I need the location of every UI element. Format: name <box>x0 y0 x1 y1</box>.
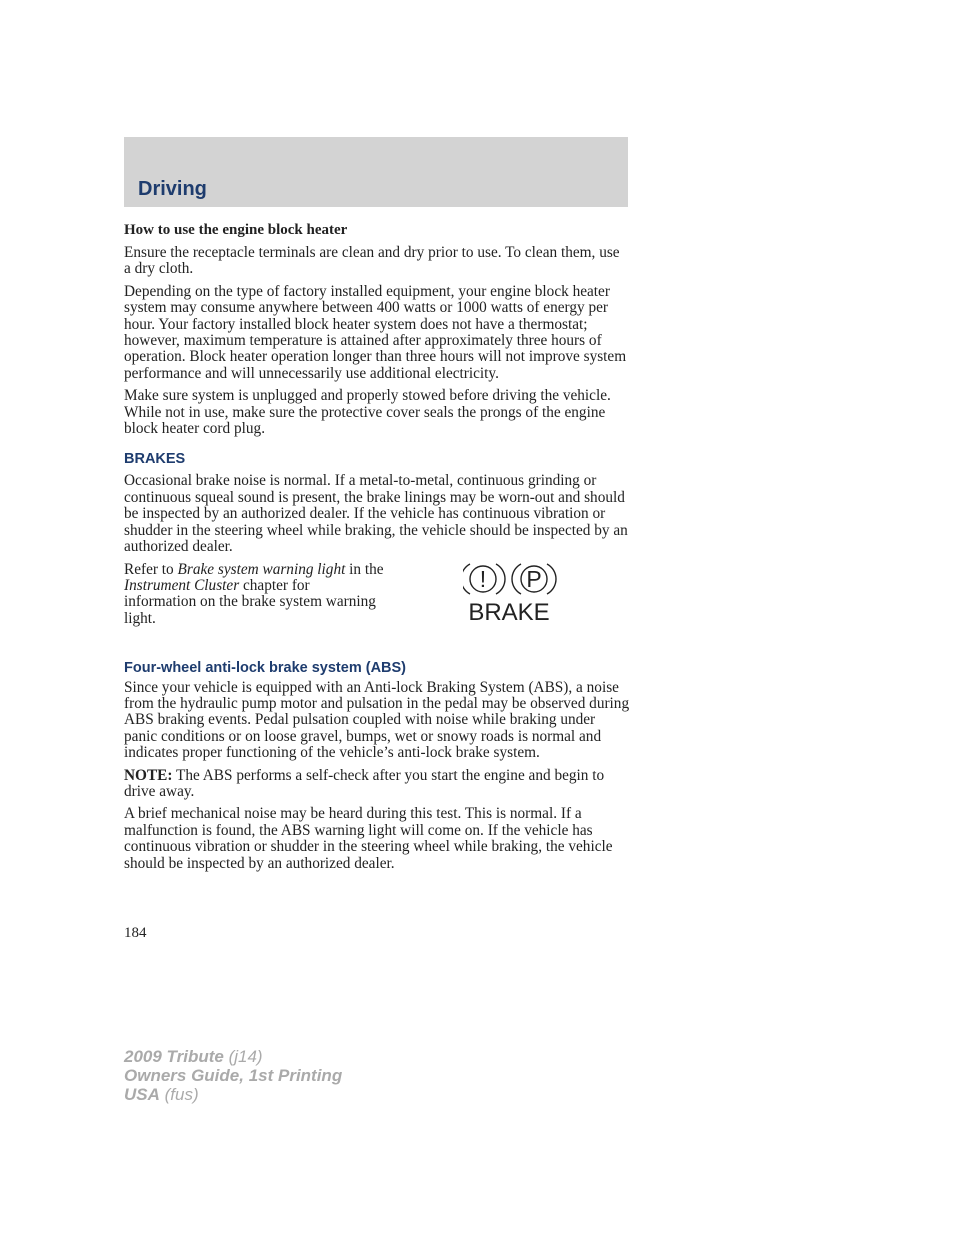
parking-circle-icon <box>512 564 556 594</box>
footer-line-3 <box>124 1085 342 1104</box>
footer-model-code: (j14) <box>223 1047 263 1066</box>
block-heater-paragraph-1: Ensure the receptacle terminals are clean and dry prior to use. To clean them, use a dry cloth. <box>124 244 620 278</box>
abs-paragraph-3: A brief mechanical noise may be heard during this test. This is normal. If a malfunction is found, the ABS warning light will come on. If the vehicle has continuous vibration or shudder in the steering wheel while braking, the vehicle should be inspected by an authorized dealer. <box>124 805 613 872</box>
page-content <box>124 221 630 878</box>
note-text: The ABS performs a self-check after you start the engine and begin to drive away. <box>124 766 605 800</box>
footer-market: USA <box>124 1085 160 1104</box>
brake-reference-row <box>124 562 630 644</box>
section-title: Driving <box>138 178 207 200</box>
refer-italic-instrument-cluster: Instrument Cluster <box>124 576 240 594</box>
footer-line-2 <box>124 1066 342 1085</box>
footer-model: 2009 Tribute <box>124 1047 224 1066</box>
section-header-band <box>124 137 628 207</box>
refer-italic-warning-light: Brake system warning light <box>177 560 346 578</box>
block-heater-paragraph-2: Depending on the type of factory installed equipment, your engine block heater system may consume anywhere between 400 watts or 1000 watts of energy per hour. Your factory installed block heater system does not have a thermostat; however, maximum temperature is attained after approximately three hours of operation. Block heater operation longer than three hours will not improve system performance and will unnecessarily use additional electricity. <box>124 282 627 382</box>
refer-prefix: Refer to <box>124 560 178 578</box>
park-glyph: P <box>526 565 542 592</box>
abs-heading: Four-wheel anti-lock brake system (ABS) <box>124 659 407 676</box>
block-heater-paragraph-3: Make sure system is unplugged and properly stowed before driving the vehicle. While not in use, make sure the protective cover seals the prongs of the engine block heater cord plug. <box>124 387 611 438</box>
brake-label: BRAKE <box>468 598 550 626</box>
exclamation-circle-icon <box>463 564 505 594</box>
print-footer <box>124 1047 342 1104</box>
footer-guide: Owners Guide, 1st Printing <box>124 1066 343 1085</box>
refer-mid: in the <box>345 560 384 578</box>
footer-line-1 <box>124 1047 342 1066</box>
refer-suffix: chapter for information on the brake system warning light. <box>124 576 376 627</box>
abs-paragraph-1: Since your vehicle is equipped with an Anti-lock Braking System (ABS), a noise from the hydraulic pump motor and pulsation in the pedal may be observed during ABS braking events. Pedal pulsation coupled with noise while braking under panic conditions or on loose gravel, bumps, wet or snowy roads is normal and indicates proper functioning of the vehicle’s anti-lock brake system. <box>124 678 630 762</box>
footer-market-code: (fus) <box>159 1085 199 1104</box>
brake-warning-icon <box>463 560 559 626</box>
brakes-paragraph-1: Occasional brake noise is normal. If a metal-to-metal, continuous grinding or continuous squeal sound is present, the brake linings may be worn-out and should be inspected by an authorized dealer. If the vehicle has continuous vibration or shudder in the steering wheel while braking, the vehicle should be inspected by an authorized dealer. <box>124 472 628 556</box>
brakes-heading: BRAKES <box>124 451 186 468</box>
exclaim-glyph: ! <box>479 565 487 592</box>
note-label: NOTE: <box>124 766 173 784</box>
brake-reference-text <box>124 562 384 628</box>
abs-note <box>124 768 630 801</box>
page-number: 184 <box>124 925 147 941</box>
block-heater-heading: How to use the engine block heater <box>124 222 348 238</box>
